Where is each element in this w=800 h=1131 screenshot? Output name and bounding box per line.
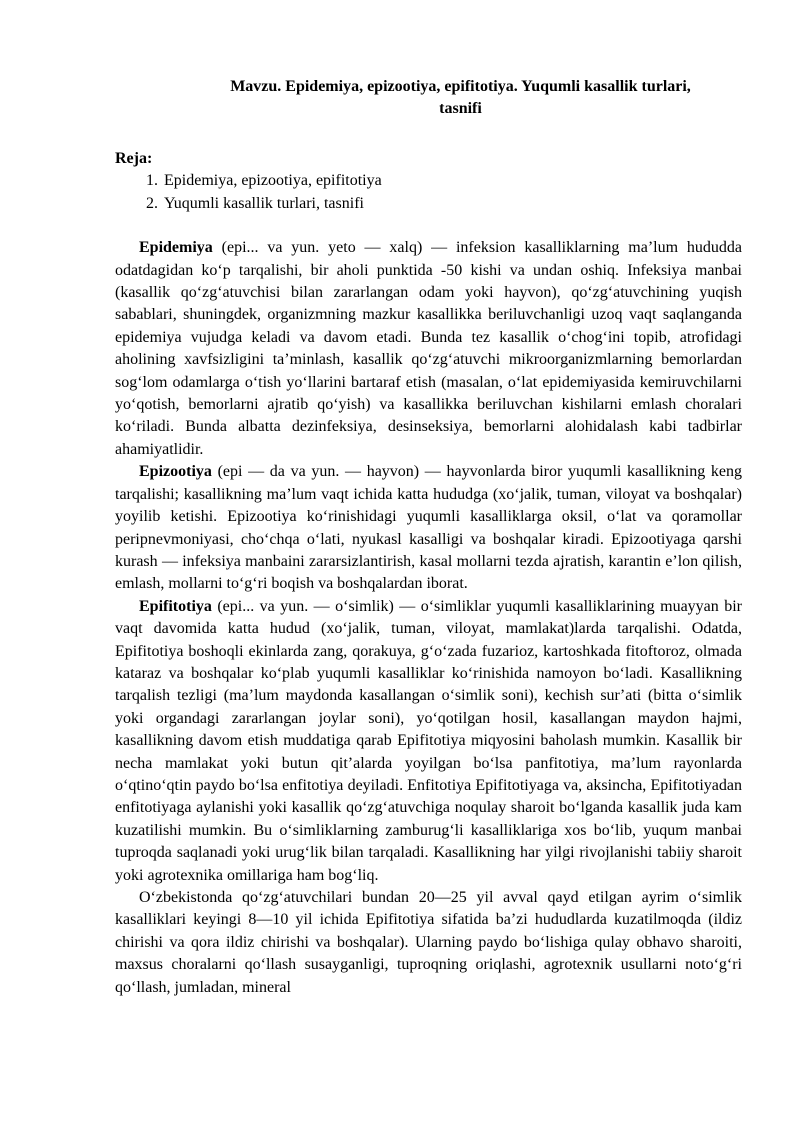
plan-heading: Reja: [115, 150, 153, 167]
paragraph-text: (epi... va yun. — oʻsimlik) — oʻsimliklar yuqumli kasalliklarining muayyan bir vaqt davomida katta hudud (xoʻjalik, tuman, viloyat, mamlakat)larda tarqalishi. Odatda, Epifitotiya boshoqli ekinlarda zang, qorakuya, gʻoʻzada fuzarioz, kartoshkada fitoftoroz, olmada kataraz va boshqalar koʻplab yuqumli kasalliklar koʻrinishida namoyon boʻladi. Kasallikning tarqalish tezligi (maʼlum maydonda kasallangan oʻsimlik soni), kechish surʼati (bitta oʻsimlik yoki organdagi zararlangan joylar soni), yoʻqotilgan hosil, kasallangan maydon hajmi, kasallikning davom etish muddatiga qarab Epifitotiya miqyosini baholash mumkin. Kasallik bir necha mamlakat yoki butun qitʼalarda yoyilgan boʻlsa panfitotiya, maʼlum rayonlarda oʻqtinoʻqtin paydo boʻlsa enfitotiya deyiladi. Enfitotiya Epifitotiyaga va, aksincha, Epifitotiyadan enfitotiyaga aylanishi yoki kasallik qoʻzgʻatuvchiga noqulay sharoit boʻlganda kasallik juda kam kuzatilishi mumkin. Bu oʻsimliklarning zamburugʻli kasalliklariga xos boʻlib, yuqum manbai tuproqda saqlanadi yoki urugʻlik bilan tarqaladi. Kasallikning har yilgi rivojlanishi tabiiy sharoit yoki agrotexnika omillariga ham bogʻliq. [115, 597, 742, 884]
paragraph-epidemiya [115, 237, 742, 461]
term-epidemiya: Epidemiya [139, 239, 213, 257]
title-line-2: tasnifi [439, 100, 482, 117]
term-epifitotiya: Epifitotiya [139, 597, 212, 615]
plan-item: 2. Yuqumli kasallik turlari, tasnifi [162, 193, 742, 215]
paragraph-text: Oʻzbekistonda qoʻzgʻatuvchilari bundan 20—25 yil avval qayd etilgan ayrim oʻsimlik kasalliklari keyingi 8—10 yil ichida Epifitotiya sifatida baʼzi hududlarda kuzatilmoqda (ildiz chirishi va qora ildiz chirishi va boshqalar). Ularning paydo boʻlishiga qulay obhavo sharoiti, maxsus choralarni qoʻllash susayganligi, tuproqning oriqlashi, agrotexnik usullarni notoʻgʻri qoʻllash, jumladan, mineral [115, 889, 742, 996]
paragraph-epifitotiya [115, 596, 742, 887]
plan-list [115, 170, 742, 215]
document-body [115, 237, 742, 999]
paragraph-text: (epi... va yun. yeto — xalq) — infeksion kasalliklarning maʼlum hududda odatdagidan koʻp tarqalishi, bir aholi punktida -50 kishi va undan oshiq. Infeksiya manbai (kasallik qoʻzgʻatuvchisi bilan zararlangan odam yoki hayvon), qoʻzgʻatuvchining yuqish sabablari, shuningdek, organizmning mazkur kasallikka beriluvchanligi uzoq vaqt saqlanganda epidemiya vujudga keladi va davom etadi. Bunda tez kasallik oʻchogʻini topib, atrofidagi aholining xavfsizligini taʼminlash, kasallik qoʻzgʻatuvchi mikroorganizmlarning bemorlardan sogʻlom odamlarga oʻtish yoʻllarini bartaraf etish (masalan, oʻlat epidemiyasida kemiruvchilarni yoʻqotish, bemorlarni ajratib qoʻyish) va kasallikka beriluvchan kishilarni emlash choralari koʻriladi. Bunda albatta dezinfeksiya, desinseksiya, bemorlarni alohidalash kabi tadbirlar ahamiyatlidir. [115, 239, 742, 458]
title-line-1: Mavzu. Epidemiya, epizootiya, epifitotiya. Yuqumli kasallik turlari, [230, 78, 691, 95]
plan-item: 1. Epidemiya, epizootiya, epifitotiya [162, 170, 742, 192]
paragraph-epizootiya [115, 461, 742, 595]
term-epizootiya: Epizootiya [139, 463, 212, 481]
paragraph-text: (epi — da va yun. — hayvon) — hayvonlarda biror yuqumli kasallikning keng tarqalishi; kasallikning maʼlum vaqt ichida katta hududga (xoʻjalik, tuman, viloyat va boshqalar) yoyilib ketishi. Epizootiya koʻrinishidagi yuqumli kasalliklarga oksil, oʻlat va qoramollar peripnevmoniyasi, choʻchqa oʻlati, nyukasl kasalligi va boshqalar kiradi. Epizootiyaga qarshi kurash — infeksiya manbaini zararsizlantirish, kasal mollarni tezda ajratish, karantin eʼlon qilish, emlash, mollarni toʻgʻri boqish va boshqalardan iborat. [115, 463, 742, 593]
document-title [179, 76, 742, 120]
paragraph-uzbekistan [115, 887, 742, 999]
